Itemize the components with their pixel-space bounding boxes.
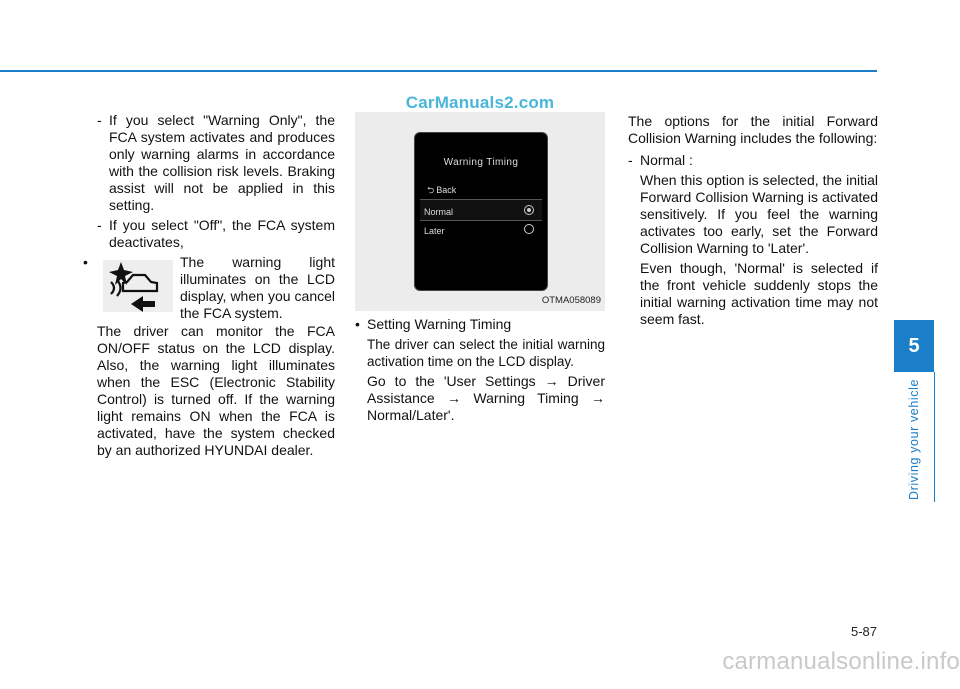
back-label: Back (436, 185, 457, 195)
setting-warning-timing-bullet (355, 316, 605, 333)
radio-selected-icon[interactable] (524, 205, 534, 215)
back-arrow-icon: ⮌ (427, 185, 435, 195)
middle-column (355, 112, 605, 424)
screen-title: Warning Timing (443, 157, 519, 168)
warning-timing-figure (355, 112, 605, 311)
dash-mark: - (97, 112, 102, 128)
left-column (83, 112, 335, 459)
page-number: 5-87 (850, 624, 877, 639)
warning-light-text: The warning light illuminates on the LCD display, when you cancel the FCA system. (180, 254, 335, 321)
normal-description: When this option is selected, the initial Forward Collision Warning is activated sensitively. If you feel the warning activates too early, set the Forward Collision Warning to 'Later'. (640, 172, 878, 256)
option-normal[interactable] (420, 199, 542, 221)
bullet-mark: • (83, 254, 88, 270)
dash-item-off (97, 217, 335, 251)
lcd-screen (414, 132, 548, 291)
timing-select-paragraph: The driver can select the initial warning activation time on the LCD display. (367, 337, 605, 369)
watermark-bottom: carmanualsonline.info (722, 648, 960, 675)
dash-item-text: If you select "Warning Only", the FCA system activates and produces only warning alarms in accordance with the collision risk levels. Braking assist will not be applied in this setting. (109, 112, 335, 213)
option-later[interactable] (420, 219, 542, 239)
dash-mark: - (97, 217, 102, 233)
right-column (628, 112, 878, 328)
dash-mark: - (628, 152, 633, 168)
bullet-text: Setting Warning Timing (367, 316, 512, 332)
dash-item-text: Normal : (640, 152, 693, 168)
option-label: Normal (424, 207, 454, 217)
bullet-mark: • (355, 316, 360, 332)
dash-item-text: If you select "Off", the FCA system deactivates, (109, 217, 335, 250)
watermark-top: CarManuals2.com (405, 93, 555, 112)
chapter-side-rule (934, 372, 935, 502)
option-label: Later (424, 226, 445, 236)
dash-item-warning-only (97, 112, 335, 214)
chapter-title: Driving your vehicle (907, 378, 921, 500)
options-intro: The options for the initial Forward Collision Warning includes the following: (628, 113, 878, 146)
dash-item-normal (628, 152, 878, 169)
header-rule (0, 70, 877, 72)
chapter-tab: 5 (894, 320, 934, 372)
warning-light-block (83, 254, 335, 322)
radio-empty-icon[interactable] (524, 224, 534, 234)
figure-code: OTMA058089 (541, 295, 601, 306)
timing-path-paragraph: Go to the 'User Settings → Driver Assistance → Warning Timing → Normal/Later'. (367, 373, 605, 423)
normal-caveat: Even though, 'Normal' is selected if the front vehicle suddenly stops the initial warning activation time may not seem fast. (640, 260, 878, 327)
fca-warning-light-icon (103, 260, 173, 312)
back-button[interactable] (427, 182, 456, 199)
fca-status-paragraph: The driver can monitor the FCA ON/OFF status on the LCD display. Also, the warning light illuminates when the ESC (Electronic Stability Control) is turned off. If the warning light remains ON when the FCA is activated, have the system checked by an authorized HYUNDAI dealer. (97, 323, 335, 458)
